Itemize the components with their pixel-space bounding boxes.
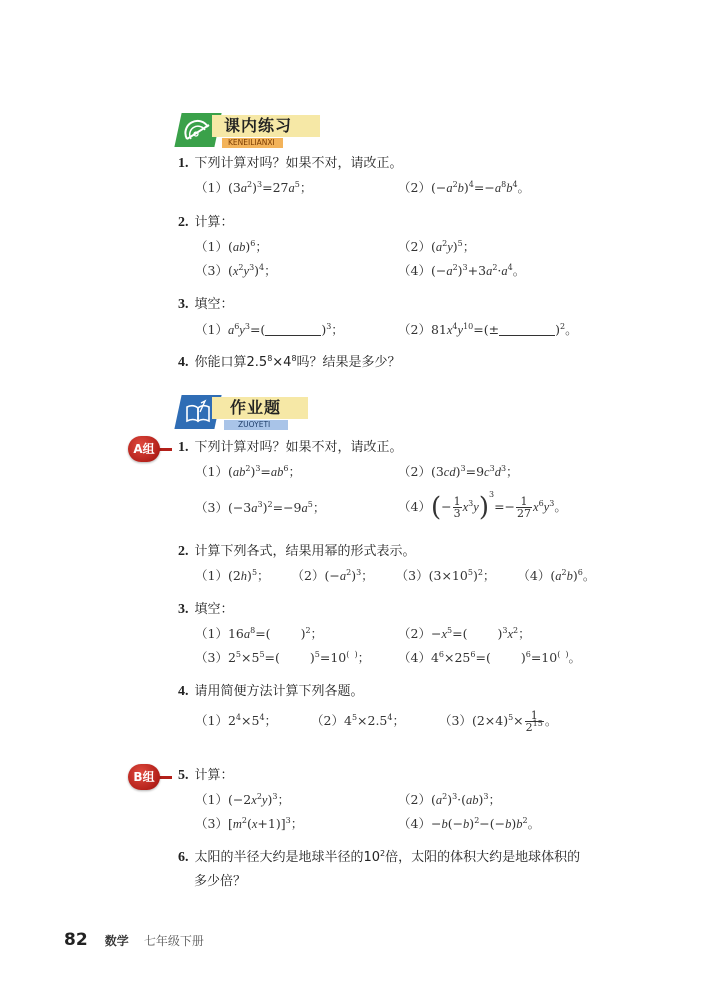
practice-title: 课内练习 xyxy=(224,116,293,135)
homework-q5: 5. 计算： xyxy=(178,768,234,783)
practice-q3-item2: $(2)81x^4y^{10}=(\pm )^2$。 xyxy=(398,322,578,337)
page-footer xyxy=(64,930,204,950)
homework-q5-item4: $(4)-b(-b)^2-(-b)b^2$。 xyxy=(398,816,541,831)
practice-pinyin: KENEILIANXI xyxy=(222,138,283,148)
fill-blank[interactable] xyxy=(265,323,321,336)
practice-q3-item1: $(1)a^6y^3=$( )$^3$； xyxy=(195,322,344,337)
homework-q5-item2: $(2)(a^2)^3\cdot(ab)^3$； xyxy=(398,792,502,807)
homework-q2: 2. 计算下列各式，结果用幂的形式表示。 xyxy=(178,544,416,559)
practice-q2-item3: $(3)(x^2y^3)^4$； xyxy=(195,263,277,278)
fill-blank[interactable] xyxy=(499,323,555,336)
practice-q4: 4. 你能口算$2.5^8\times 4^8$吗？结果是多少？ xyxy=(178,354,401,370)
homework-q1: 1. 下列计算对吗？如果不对，请改正。 xyxy=(178,440,403,455)
protractor-icon xyxy=(184,117,212,143)
homework-q2-items: $(1)(2h)^5$； $(2)(-a^2)^3$； $(3)(3\times 10^5)^2$； $(4)(a^2b)^6$。 xyxy=(195,568,596,583)
practice-q1-item2: $(2)(-a^2b)^4=-a^8b^4$。 xyxy=(398,180,531,195)
section-header-homework xyxy=(178,395,308,429)
practice-q1 xyxy=(178,155,403,173)
group-a-tag: A组 xyxy=(128,436,160,462)
homework-q1-item3: $(3)(-3a^3)^2=-9a^5$； xyxy=(195,500,326,515)
practice-q2-item4: $(4)(-a^2)^3+3a^2\cdot a^4$。 xyxy=(398,263,526,278)
homework-q5-item3: $(3)[m^2(x+1)]^3$； xyxy=(195,816,304,831)
question-prompt: 下列计算对吗？如果不对，请改正。 xyxy=(194,156,403,171)
homework-q3-item1: $(1)16a^8=$( )$^2$； xyxy=(195,626,324,641)
open-book-icon xyxy=(184,399,212,425)
section-header-practice xyxy=(178,113,308,147)
homework-q1-item4: （4）(− $\frac{1}{3}$ $x^3y)^3=-$ $\frac{1}{27}$ $x^6y^3$。 xyxy=(398,490,567,523)
homework-q6-line2: 多少倍？ xyxy=(194,874,247,889)
page-number: 82 xyxy=(64,930,88,950)
practice-q1-item1: $(1)(3a^2)^3=27a^5$； xyxy=(195,180,313,195)
practice-q2-item1: （1）(ab)$^6$； xyxy=(195,239,268,254)
homework-q4-items: $(1)2^4\times 5^4$； $(2)4^5\times 2.5^4$； $(3)(2\times 4)^5\times$ $\frac{1}{2^{15}}$ 。 xyxy=(195,709,558,734)
question-number: 1. xyxy=(178,156,189,171)
practice-q2-item2: $(2)(a^2y)^5$； xyxy=(398,239,476,254)
homework-pinyin: ZUOYETI xyxy=(224,420,288,430)
homework-q6: 6. 太阳的半径大约是地球半径的$10^2$倍，太阳的体积大约是地球体积的 xyxy=(178,849,581,865)
grade-label: 七年级下册 xyxy=(143,934,204,948)
homework-q3-item4: $(4)4^6\times 25^6=$( )$^6$=10( )。 xyxy=(398,650,582,665)
homework-title: 作业题 xyxy=(230,398,282,417)
homework-q3-item3: $(3)2^5\times 5^5=$( )$^5$=10( )； xyxy=(195,650,371,665)
practice-q2: 2. 计算： xyxy=(178,215,234,230)
subject-label: 数学 xyxy=(104,934,129,948)
homework-q3-item2: $(2)-x^5=$( )$^3x^2$； xyxy=(398,626,531,641)
homework-q1-item1: $(1)(ab^2)^3=ab^6$； xyxy=(195,464,302,479)
homework-q3: 3. 填空： xyxy=(178,602,234,617)
homework-q1-item2: $(2)(3cd)^3=9c^3d^3$； xyxy=(398,464,519,479)
homework-q5-item1: $(1)(-2x^2y)^3$； xyxy=(195,792,290,807)
homework-q4: 4. 请用简便方法计算下列各题。 xyxy=(178,684,364,699)
group-b-tag: B组 xyxy=(128,764,160,790)
practice-q3: 3. 填空： xyxy=(178,297,234,312)
